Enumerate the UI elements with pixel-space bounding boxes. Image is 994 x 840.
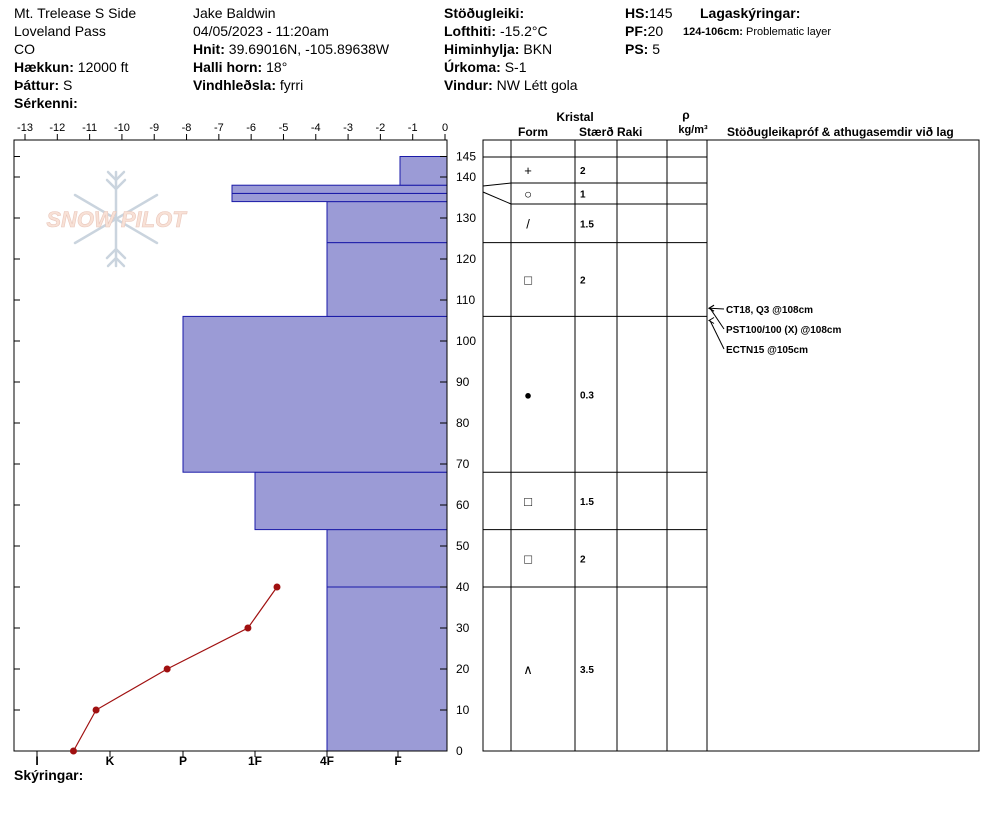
layers-table [483, 108, 979, 751]
wind-label: Vindur: [444, 77, 493, 93]
temp-tick-label: -1 [407, 122, 418, 134]
layer-form-4: ● [524, 387, 532, 403]
depth-link-134 [483, 192, 511, 204]
height-tick-label: 20 [456, 662, 470, 676]
height-tick-label: 130 [456, 211, 477, 225]
stability-test-arrow-2 [710, 321, 724, 350]
hardness-bar-3 [183, 316, 447, 472]
temp-tick-label: 0 [441, 122, 449, 134]
temperature-line [73, 587, 277, 751]
layer-form-7: ∧ [523, 662, 533, 677]
temp-tick-label: -7 [213, 122, 224, 134]
wind-loading-value: fyrri [279, 77, 304, 93]
temp-tick-label: -3 [343, 122, 353, 134]
slope-value: 18° [266, 59, 288, 75]
hardness-bar-8 [400, 157, 447, 186]
hardness-bar-1 [327, 530, 447, 587]
elevation-label: Hækkun: [14, 59, 74, 75]
height-tick-label: 70 [456, 457, 470, 471]
header-size: Stærð [579, 125, 614, 139]
layer-size-4: 0.3 [580, 390, 594, 402]
header-form: Form [518, 125, 548, 139]
pf-label: PF: [625, 23, 648, 39]
temp-tick-label: -4 [310, 122, 321, 134]
temperature-point-3 [244, 625, 251, 632]
sky-label: Himinhylja: [444, 41, 520, 57]
layer-form-5: □ [524, 493, 532, 509]
sky-value: BKN [523, 41, 553, 57]
layer-note-range: 124-106cm: [683, 26, 743, 38]
slope-label: Halli horn: [193, 59, 263, 75]
temp-tick-label: -12 [49, 122, 66, 134]
state-name: CO [14, 41, 35, 57]
precip-value: S-1 [504, 59, 527, 75]
hardness-label: I [35, 754, 39, 768]
observation-datetime: 04/05/2023 - 11:20am [193, 23, 329, 39]
hardness-label: K [105, 754, 115, 768]
temp-tick-label: -2 [375, 122, 386, 134]
temp-tick-label: -9 [149, 122, 160, 134]
layer-size-2: 1.5 [580, 219, 594, 231]
layer-size-7: 3.5 [580, 665, 594, 676]
specifics-label: Sérkenni: [14, 95, 78, 111]
temperature-point-2 [164, 666, 171, 673]
aspect-value: S [63, 77, 73, 93]
header-moisture: Raki [617, 125, 643, 139]
layer-notes-label: Lagaskýringar: [700, 5, 801, 21]
height-tick-label: 30 [456, 621, 470, 635]
height-tick-label: 90 [456, 375, 470, 389]
notes-label-text: Skýringar: [14, 767, 84, 783]
logo-text: SNOW PILOT [46, 207, 186, 232]
stability-test-arrow-0 [710, 308, 724, 309]
layer-form-6: □ [524, 551, 532, 567]
layer-form-2: / [526, 216, 530, 232]
height-tick-label: 10 [456, 703, 470, 717]
hardness-bar-2 [255, 472, 447, 529]
temperature-point-1 [93, 707, 100, 714]
height-tick-label: 145 [456, 149, 477, 164]
height-tick-label: 140 [456, 170, 477, 184]
hardness-bar-7 [232, 185, 447, 193]
stability-label: Stöðugleiki: [444, 5, 525, 21]
hardness-label: 4F [319, 754, 335, 768]
ps-value: 5 [652, 41, 661, 57]
pf-value: 20 [647, 23, 664, 39]
layer-size-6: 2 [580, 554, 586, 566]
layer-form-0: + [524, 163, 532, 178]
table-frame [483, 140, 979, 751]
header-density-unit: kg/m³ [678, 124, 708, 136]
height-tick-label: 80 [456, 416, 470, 430]
height-tick-label: 50 [456, 539, 470, 553]
temperature-point-4 [274, 584, 281, 591]
air-temp-value: -15.2°C [499, 23, 548, 39]
air-temp-label: Lofthiti: [444, 23, 497, 39]
wind-loading-label: Vindhleðsla: [193, 77, 276, 93]
ps-label: PS: [625, 41, 649, 57]
coords-label: Hnit: [193, 41, 225, 57]
header-rho: ρ [682, 108, 690, 122]
temp-tick-label: -11 [82, 122, 98, 134]
hardness-label: F [394, 754, 402, 768]
stability-test-0: CT18, Q3 @108cm [726, 305, 814, 316]
layer-form-1: ○ [524, 186, 532, 202]
depth-link-138 [483, 183, 511, 186]
observer-name: Jake Baldwin [193, 5, 276, 21]
hardness-bar-4 [327, 243, 447, 317]
height-tick-label: 110 [456, 293, 476, 307]
temp-tick-label: -6 [246, 122, 257, 134]
temp-tick-label: -5 [278, 122, 289, 134]
hs-value: 145 [649, 5, 673, 21]
stability-test-1: PST100/100 (X) @108cm [726, 325, 842, 336]
layer-size-3: 2 [580, 275, 586, 287]
layer-note-text: Problematic layer [746, 26, 831, 38]
hardness-bar-0 [327, 587, 447, 751]
hardness-label: P [178, 754, 188, 768]
header-crystal: Kristal [556, 110, 594, 124]
hardness-bar-6 [232, 193, 447, 201]
layer-size-5: 1.5 [580, 496, 594, 508]
header-tests: Stöðugleikapróf & athugasemdir við lag [727, 125, 954, 139]
temp-tick-label: -8 [181, 122, 192, 134]
height-tick-label: 0 [456, 744, 463, 758]
wind-value: NW Létt gola [496, 77, 578, 93]
layer-size-1: 1 [580, 189, 586, 201]
coords-value: 39.69016N, -105.89638W [228, 41, 390, 57]
hardness-bar-5 [327, 202, 447, 243]
aspect-label: Þáttur: [14, 77, 60, 93]
area-name: Loveland Pass [14, 23, 106, 39]
temperature-point-0 [70, 748, 77, 755]
height-tick-label: 40 [456, 580, 470, 594]
height-tick-label: 100 [456, 334, 477, 348]
temp-tick-label: -10 [113, 122, 130, 134]
hardness-label: 1F [247, 754, 263, 768]
elevation-value: 12000 ft [77, 59, 129, 75]
height-tick-label: 120 [456, 252, 477, 266]
snowpilot-logo [46, 172, 187, 266]
hs-label: HS: [625, 5, 650, 21]
height-tick-label: 60 [456, 498, 470, 512]
location-name: Mt. Trelease S Side [14, 5, 137, 21]
stability-test-2: ECTN15 @105cm [726, 345, 809, 356]
layer-size-0: 2 [580, 166, 586, 177]
layer-form-3: □ [524, 272, 532, 288]
precip-label: Úrkoma: [444, 59, 501, 75]
temp-tick-label: -13 [17, 122, 33, 134]
